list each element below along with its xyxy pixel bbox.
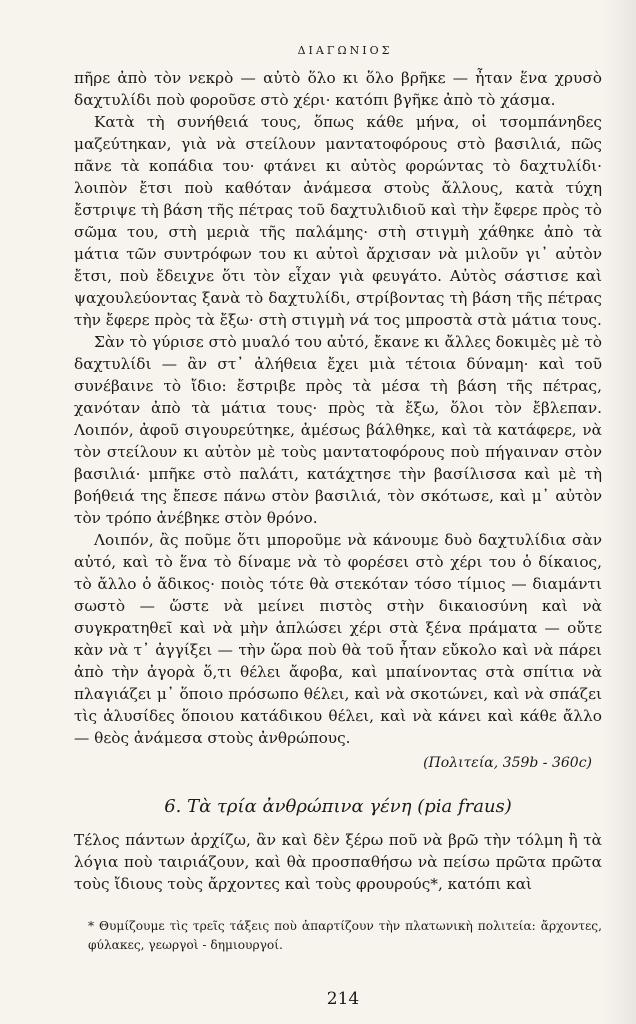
citation: (Πολιτεία, 359b - 360c)	[423, 755, 592, 771]
paragraph-continued: πῆρε ἀπὸ τὸν νεκρὸ — αὐτὸ ὅλο κι ὅλο βρῆκε — ἦταν ἕνα χρυσὸ δαχτυλίδι ποὺ φοροῦσε στὸ χέρι· κατόπι βγῆκε ἀπὸ τὸ χάσμα.	[74, 69, 602, 109]
paragraph: Κατὰ τὴ συνήθειά τους, ὅπως κάθε μήνα, οἱ τσομπάνηδες μαζεύτηκαν, γιὰ νὰ στείλουν μαντατοφόρους στὸ βασιλιά, πῶς πᾶνε τὰ κοπάδια του· φτάνει κι αὐτὸς φορώντας τὸ δαχτυλίδι· λοιπὸν ἔτσι ποὺ καθόταν ἀνάμεσα στοὺς ἄλλους, κατὰ τύχη ἔστριψε τὴ βάση τῆς πέτρας τοῦ δαχτυλιδιοῦ καὶ τὴν ἔφερε πρὸς τὸ σῶμα του, στὴ μεριὰ τῆς παλάμης· στὴ στιγμὴ χάθηκε ἀπὸ τὰ μάτια τῶν συντρόφων του κι αὐτοὶ ἄρχισαν νὰ μιλοῦν γι᾽ αὐτὸν ἔτσι, ποὺ ἔδειχνε ὅτι τὸν εἶχαν γιὰ φευγάτο. Αὐτὸς σάστισε καὶ ψαχουλεύοντας ξανὰ τὸ δαχτυλίδι, στρίβοντας τὴ βάση τῆς πέτρας τὴν ἔφερε πρὸς τὰ ἔξω· στὴ στιγμὴ νά τος μπροστὰ στὰ μάτια τους.	[74, 113, 602, 329]
section-text	[74, 829, 602, 895]
main-text	[74, 67, 602, 749]
running-head: ΔΙΑΓΩΝΙΟΣ	[297, 44, 393, 57]
page-edge-shadow	[602, 0, 636, 1024]
book-page	[74, 44, 602, 1009]
paragraph: Λοιπόν, ἂς ποῦμε ὅτι μποροῦμε νὰ κάνουμε δυὸ δαχτυλίδια σὰν αὐτό, καὶ τὸ ἕνα τὸ δίναμε νὰ τὸ φορέσει στὸ χέρι του ὁ δίκαιος, τὸ ἄλλο ὁ ἄδικος· ποιὸς τότε θὰ στεκόταν τόσο τίμιος — διαμάντι σωστὸ — ὥστε νὰ μείνει πιστὸς στὴν δικαιοσύνη καὶ νὰ συγκρατηθεῖ καὶ νὰ μὴν ἁπλώσει χέρι στὰ ξένα πράματα — οὔτε κὰν νὰ τ᾽ ἀγγίξει — τὴν ὥρα ποὺ θὰ τοῦ ἦταν εὔκολο καὶ νὰ πάρει ἀπὸ τὴν ἀγορὰ ὅ,τι θέλει ἄφοβα, καὶ μπαίνοντας στὰ σπίτια νὰ πλαγιάζει μ᾽ ὅποιο πρόσωπο θέλει, καὶ νὰ σκοτώνει, καὶ νὰ σπάζει τὶς ἁλυσίδες ὅποιου κατάδικου θέλει, καὶ νὰ κάνει καὶ κάθε ἄλλο — θεὸς ἀνάμεσα στοὺς ἀνθρώπους.	[74, 531, 602, 747]
section-title: 6. Τὰ τρία ἀνθρώπινα γένη (pia fraus)	[164, 796, 512, 817]
section-paragraph: Τέλος πάντων ἀρχίζω, ἂν καὶ δὲν ξέρω ποῦ νὰ βρῶ τὴν τόλμη ἢ τὰ λόγια ποὺ ταιριάζουν, καὶ θὰ προσπαθήσω νὰ πείσω πρῶτα πρῶτα τοὺς ἴδιους τοὺς ἄρχοντες καὶ τοὺς φρουρούς*, κατόπι καὶ	[74, 831, 602, 893]
page-number: 214	[326, 989, 360, 1009]
footnote: * Θυμίζουμε τὶς τρεῖς τάξεις ποὺ ἀπαρτίζουν τὴν πλατωνικὴ πολιτεία: ἄρχοντες, φύλακες, γεωργοὶ - δημιουργοί.	[88, 919, 602, 952]
paragraph: Σὰν τὸ γύρισε στὸ μυαλό του αὐτό, ἔκανε κι ἄλλες δοκιμὲς μὲ τὸ δαχτυλίδι — ἂν στ᾽ ἀλήθεια ἔχει μιὰ τέτοια δύναμη· καὶ τοῦ συνέβαινε τὸ ἴδιο: ἔστριβε πρὸς τὰ μέσα τὴ βάση τῆς πέτρας, χανόταν ἀπὸ τὰ μάτια τους· πρὸς τὰ ἔξω, ὅλοι τὸν ἔβλεπαν. Λοιπόν, ἀφοῦ σιγουρεύτηκε, ἀμέσως βάλθηκε, καὶ τὰ κατάφερε, νὰ τὸν στείλουν κι αὐτὸν μὲ τοὺς μαντατοφόρους ποὺ πήγαιναν στὸν βασιλιά· μπῆκε στὸ παλάτι, κατάχτησε τὴν βασίλισσα καὶ μὲ τὴ βοήθειά της ἔπεσε πάνω στὸν βασιλιά, τὸν σκότωσε, καὶ μ᾽ αὐτὸν τὸν τρόπο ἀνέβηκε στὸν θρόνο.	[74, 333, 602, 527]
